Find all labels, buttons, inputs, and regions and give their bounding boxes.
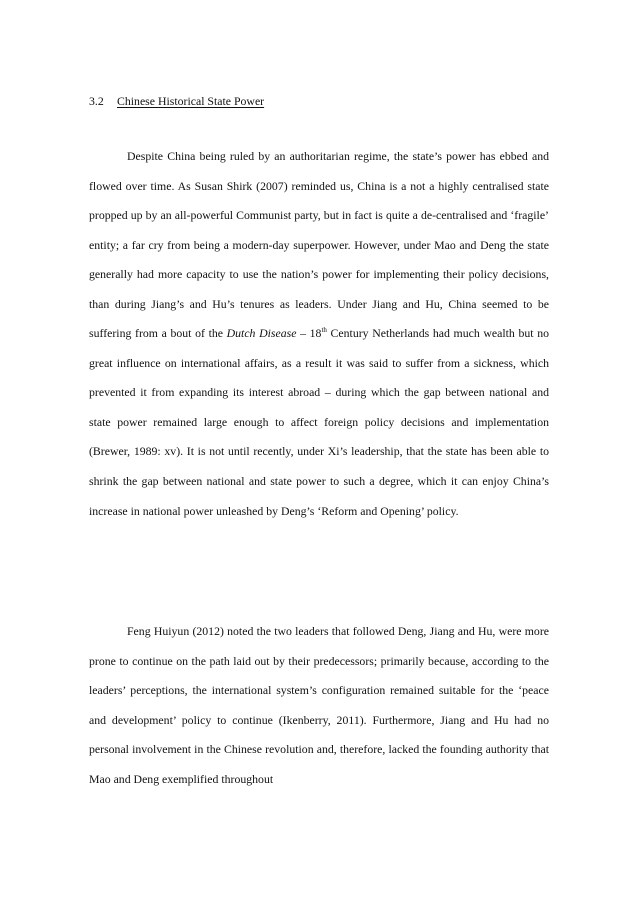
section-title: Chinese Historical State Power bbox=[117, 94, 265, 108]
ordinal-superscript: th bbox=[321, 326, 327, 335]
dutch-disease-term: Dutch Disease bbox=[226, 326, 297, 341]
body-paragraph-2 bbox=[89, 617, 549, 794]
paragraph-1-text-a: Despite China being ruled by an authoritarian regime, the state’s power has ebbed and flowed over time. As Susan Shirk (2007) reminded us, China is a not a highly centralised state propped up by an all-powerful Communist party, but in fact is quite a de-centralised and ‘fragile’ entity; a far cry from being a modern-day superpower. However, under Mao and Deng the state generally had more capacity to use the nation’s power for implementing their policy decisions, than during Jiang’s and Hu’s tenures as leaders. Under Jiang and Hu, China seemed to be suffering from a bout of the bbox=[89, 149, 549, 341]
section-heading bbox=[89, 93, 264, 109]
paragraph-2-text: Feng Huiyun (2012) noted the two leaders that followed Deng, Jiang and Hu, were more prone to continue on the path laid out by their predecessors; primarily because, according to the leaders’ perceptions, the international system’s configuration remained suitable for the ‘peace and development’ policy to continue (Ikenberry, 2011). Furthermore, Jiang and Hu had no personal involvement in the Chinese revolution and, therefore, lacked the founding authority that Mao and Deng exemplified throughout bbox=[89, 624, 549, 786]
paragraph-1-text-b: Century Netherlands had much wealth but no great influence on international affairs, as a result it was said to suffer from a sickness, which prevented it from expanding its interest abroad – during which the gap between national and state power remained large enough to affect foreign policy decisions and implementation (Brewer, 1989: xv). It is not until recently, under Xi’s leadership, that the state has been able to shrink the gap between national and state power to such a degree, which it can enjoy China’s increase in national power unleashed by Deng’s ‘Reform and Opening’ policy. bbox=[89, 326, 549, 518]
section-number: 3.2 bbox=[89, 94, 104, 108]
body-paragraph-1 bbox=[89, 142, 549, 526]
paragraph-1-dash-century: – 18 bbox=[296, 326, 322, 341]
